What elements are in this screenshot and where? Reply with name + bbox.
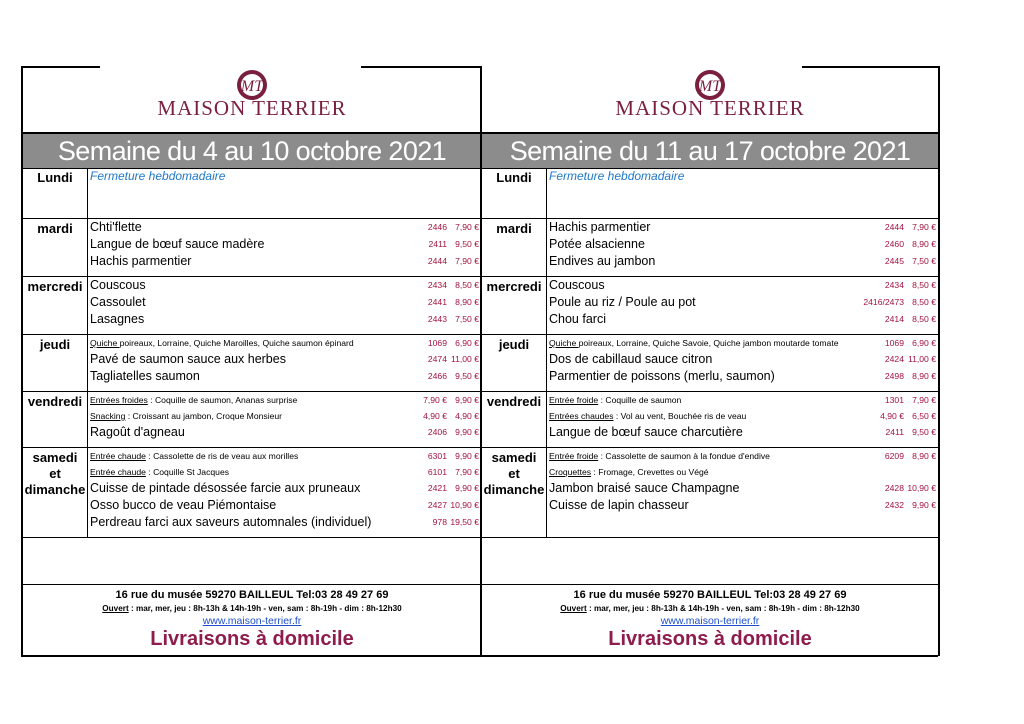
item-price: 8,50 €: [455, 280, 479, 290]
item-price: 7,50 €: [455, 314, 479, 324]
item-code: 2416/2473: [863, 297, 904, 307]
item-price: 11,00 €: [907, 354, 936, 364]
item-price: 8,50 €: [912, 297, 936, 307]
item-category: Entrées chaudes: [549, 411, 614, 421]
day-label: mercredi: [486, 279, 542, 294]
item-price: 8,90 €: [912, 239, 936, 249]
day-label: mardi: [496, 221, 532, 236]
delivery-banner: Livraisons à domicile: [150, 628, 354, 650]
item-category: Entrée chaude: [90, 451, 146, 461]
item-price: 6,90 €: [912, 338, 936, 348]
menu-item: [547, 424, 938, 441]
item-category: Quiche: [549, 338, 579, 348]
item-category: Croquettes: [549, 467, 592, 477]
menu-items: [546, 448, 938, 537]
week-panel-1: [21, 66, 481, 656]
menu-item: [88, 448, 481, 464]
menu-items: [546, 335, 938, 391]
item-name: Parmentier de poissons (merlu, saumon): [549, 369, 775, 383]
item-name: Hachis parmentier: [549, 220, 651, 234]
item-name: Cuisse de pintade désossée farcie aux pruneaux: [90, 481, 361, 495]
item-price: 9,50 €: [455, 371, 479, 381]
footer: [23, 584, 481, 656]
opening-hours: [482, 604, 938, 613]
hours-text: : mar, mer, jeu : 8h-13h & 14h-19h - ven, sam : 8h-19h - dim : 8h-12h30: [128, 604, 402, 613]
item-code: 2411: [885, 427, 904, 437]
menu-item: [547, 448, 938, 464]
item-name: Langue de bœuf sauce madère: [90, 237, 265, 251]
logo: [482, 66, 938, 130]
item-category: Entrée chaude: [90, 467, 146, 477]
menu-item: [88, 464, 481, 480]
brand-name: MAISON TERRIER: [615, 96, 805, 120]
day-label: Lundi: [496, 170, 532, 185]
menu-item: [547, 294, 938, 311]
menu-item: [88, 335, 481, 351]
day-list: [23, 168, 481, 538]
item-code: 1301: [884, 395, 904, 405]
item-code: 6301: [427, 451, 447, 461]
item-code: 2406: [427, 427, 447, 437]
item-name: Endives au jambon: [549, 254, 656, 268]
item-price: 10,90 €: [907, 483, 936, 493]
day-label: mercredi: [27, 279, 83, 294]
menu-item: [88, 368, 481, 385]
item-name: Fermeture hebdomadaire: [90, 169, 226, 183]
item-name: Chou farci: [549, 312, 606, 326]
menu-item: [547, 253, 938, 270]
item-name: Chti'flette: [90, 220, 142, 234]
item-name: Lasagnes: [90, 312, 145, 326]
menu-item: [547, 168, 938, 185]
item-price: 8,90 €: [912, 371, 936, 381]
menu-item: [88, 294, 481, 311]
item-price: 7,90 €: [455, 256, 479, 266]
item-price-small: 4,90 €: [880, 411, 904, 421]
item-name: Tagliatelles saumon: [90, 369, 200, 383]
item-code: 2421: [427, 483, 447, 493]
item-price: 9,50 €: [912, 427, 936, 437]
address: 16 rue du musée 59270 BAILLEUL Tel:03 28 49 27 69: [115, 589, 389, 601]
item-name: Fermeture hebdomadaire: [549, 169, 685, 183]
menu-item: [547, 311, 938, 328]
opening-hours: [23, 604, 481, 613]
menu-item: [88, 480, 481, 497]
item-code: 2427: [427, 500, 447, 510]
day-label: jeudi: [39, 337, 71, 352]
item-code: 6209: [884, 451, 904, 461]
item-code: 1069: [427, 338, 447, 348]
menu-item: [547, 514, 938, 531]
day-row: [23, 219, 481, 277]
menu-item: [547, 277, 938, 294]
item-price: 9,90 €: [455, 427, 479, 437]
item-category: Snacking: [90, 411, 126, 421]
item-code: 2414: [884, 314, 904, 324]
menu-item: [547, 368, 938, 385]
menu-items: [87, 168, 481, 218]
item-price: 7,90 €: [912, 222, 936, 232]
item-name: Poule au riz / Poule au pot: [549, 295, 696, 309]
item-price: 7,90 €: [455, 467, 479, 477]
item-name: Osso bucco de veau Piémontaise: [90, 498, 277, 512]
brand-name: MAISON TERRIER: [157, 96, 347, 120]
item-code: 2445: [884, 256, 904, 266]
address: 16 rue du musée 59270 BAILLEUL Tel:03 28 49 27 69: [573, 589, 847, 601]
item-price: 7,90 €: [912, 395, 936, 405]
item-price: 19,50 €: [450, 517, 479, 527]
hours-label: Ouvert: [102, 604, 129, 613]
svg-text:MT: MT: [240, 78, 264, 95]
menu-items: [87, 448, 481, 537]
item-name: : Coquille St Jacques: [145, 467, 230, 477]
menu-items: [546, 277, 938, 334]
website-link[interactable]: www.maison-terrier.fr: [660, 615, 760, 627]
day-list: [482, 168, 938, 538]
item-code: 2466: [427, 371, 447, 381]
menu-item: [88, 351, 481, 368]
menu-items: [87, 335, 481, 391]
item-price: 9,90 €: [455, 395, 479, 405]
item-code: 2446: [427, 222, 447, 232]
week-panel-2: [480, 66, 940, 656]
item-name: Pavé de saumon sauce aux herbes: [90, 352, 286, 366]
item-code: 2424: [884, 354, 904, 364]
menu-item: [88, 311, 481, 328]
menu-items: [87, 219, 481, 276]
item-price: 9,90 €: [912, 500, 936, 510]
menu-items: [546, 392, 938, 447]
item-price: 7,50 €: [912, 256, 936, 266]
day-row: [23, 335, 481, 392]
item-name: : Coquille de saumon, Ananas surprise: [147, 395, 298, 405]
menu-item: [88, 253, 481, 270]
item-name: Dos de cabillaud sauce citron: [549, 352, 713, 366]
day-label: samedi et dimanche: [483, 450, 545, 497]
item-price: 8,50 €: [912, 280, 936, 290]
website-link[interactable]: www.maison-terrier.fr: [202, 615, 302, 627]
item-name: : Croissant au jambon, Croque Monsieur: [125, 411, 283, 421]
day-row: [23, 392, 481, 448]
menu-item: [547, 480, 938, 497]
item-price: 11,00 €: [450, 354, 479, 364]
item-name: Potée alsacienne: [549, 237, 645, 251]
menu-item: [547, 335, 938, 351]
item-category: Entrée froide: [549, 451, 599, 461]
item-price: 8,90 €: [455, 297, 479, 307]
item-category: Entrées froides: [90, 395, 148, 405]
menu-item: [547, 351, 938, 368]
hours-text: : mar, mer, jeu : 8h-13h & 14h-19h - ven, sam : 8h-19h - dim : 8h-12h30: [586, 604, 860, 613]
item-code: 2441: [427, 297, 447, 307]
item-code: 6101: [427, 467, 447, 477]
svg-text:MT: MT: [698, 78, 722, 95]
item-price: 9,90 €: [455, 451, 479, 461]
day-row: [23, 277, 481, 335]
bottom-border: [21, 655, 938, 657]
day-row: [482, 335, 938, 392]
item-name: Langue de bœuf sauce charcutière: [549, 425, 743, 439]
menu-item: [88, 277, 481, 294]
day-label: Lundi: [37, 170, 73, 185]
item-name: Ragoût d'agneau: [90, 425, 185, 439]
item-code: 2498: [884, 371, 904, 381]
item-price: 8,90 €: [912, 451, 936, 461]
day-label: jeudi: [498, 337, 530, 352]
menu-item: [88, 168, 481, 185]
menu-item: [88, 424, 481, 441]
hours-label: Ouvert: [560, 604, 587, 613]
item-name: poireaux, Lorraine, Quiche Maroilles, Quiche saumon épinard: [119, 338, 354, 348]
item-name: Couscous: [90, 278, 146, 292]
item-price: 7,90 €: [455, 222, 479, 232]
day-row: [482, 448, 938, 538]
item-code: 2434: [427, 280, 447, 290]
week-title: Semaine du 4 au 10 octobre 2021: [23, 132, 481, 169]
item-code: 1069: [884, 338, 904, 348]
menu-item: [88, 514, 481, 531]
item-name: : Cassolette de saumon à la fondue d'endive: [598, 451, 770, 461]
item-code: 2444: [427, 256, 447, 266]
item-code: 2443: [427, 314, 447, 324]
menu-item: [88, 236, 481, 253]
week-title: Semaine du 11 au 17 octobre 2021: [482, 132, 938, 169]
menu-item: [547, 392, 938, 408]
item-code: 2444: [884, 222, 904, 232]
item-price: 9,50 €: [455, 239, 479, 249]
footer: [482, 584, 938, 656]
day-row: [482, 277, 938, 335]
menu-item: [88, 497, 481, 514]
day-row: [482, 168, 938, 219]
menu-item: [547, 408, 938, 424]
menu-item: [547, 236, 938, 253]
menu-item: [547, 497, 938, 514]
day-row: [23, 168, 481, 219]
item-code: 2474: [427, 354, 447, 364]
item-name: Hachis parmentier: [90, 254, 192, 268]
item-name: poireaux, Lorraine, Quiche Savoie, Quiche jambon moutarde tomate: [578, 338, 839, 348]
day-label: vendredi: [27, 394, 83, 409]
item-code: 2411: [428, 239, 447, 249]
menu-item: [547, 464, 938, 480]
item-code: 2432: [884, 500, 904, 510]
menu-items: [87, 392, 481, 447]
item-name: : Cassolette de ris de veau aux morilles: [145, 451, 299, 461]
item-code: 2460: [884, 239, 904, 249]
item-name: : Vol au vent, Bouchée ris de veau: [613, 411, 747, 421]
menu-item: [88, 392, 481, 408]
item-code: 2434: [884, 280, 904, 290]
item-name: : Fromage, Crevettes ou Végé: [591, 467, 709, 477]
menu-item: [88, 408, 481, 424]
logo: [23, 66, 481, 130]
item-code: 978: [432, 517, 447, 527]
day-label: mardi: [37, 221, 73, 236]
day-row: [482, 392, 938, 448]
item-code: 2428: [884, 483, 904, 493]
menu-items: [87, 277, 481, 334]
item-price-small: 7,90 €: [423, 395, 447, 405]
day-label: samedi et dimanche: [24, 450, 86, 497]
item-name: Cassoulet: [90, 295, 146, 309]
item-price-small: 4,90 €: [423, 411, 447, 421]
item-price: 10,90 €: [450, 500, 479, 510]
day-label: vendredi: [486, 394, 542, 409]
item-price: 6,90 €: [455, 338, 479, 348]
item-price: 9,90 €: [455, 483, 479, 493]
menu-items: [546, 168, 938, 218]
item-name: Jambon braisé sauce Champagne: [549, 481, 740, 495]
item-price: 4,90 €: [455, 411, 479, 421]
item-price: 8,50 €: [912, 314, 936, 324]
delivery-banner: Livraisons à domicile: [608, 628, 812, 650]
day-row: [23, 448, 481, 538]
item-name: : Coquille de saumon: [598, 395, 682, 405]
item-category: Entrée froide: [549, 395, 599, 405]
menu-items: [546, 219, 938, 276]
item-price: 6,50 €: [912, 411, 936, 421]
item-name: Couscous: [549, 278, 605, 292]
day-row: [482, 219, 938, 277]
item-name: Perdreau farci aux saveurs automnales (individuel): [90, 515, 372, 529]
item-category: Quiche: [90, 338, 120, 348]
menu-item: [547, 219, 938, 236]
item-name: Cuisse de lapin chasseur: [549, 498, 689, 512]
menu-item: [88, 219, 481, 236]
